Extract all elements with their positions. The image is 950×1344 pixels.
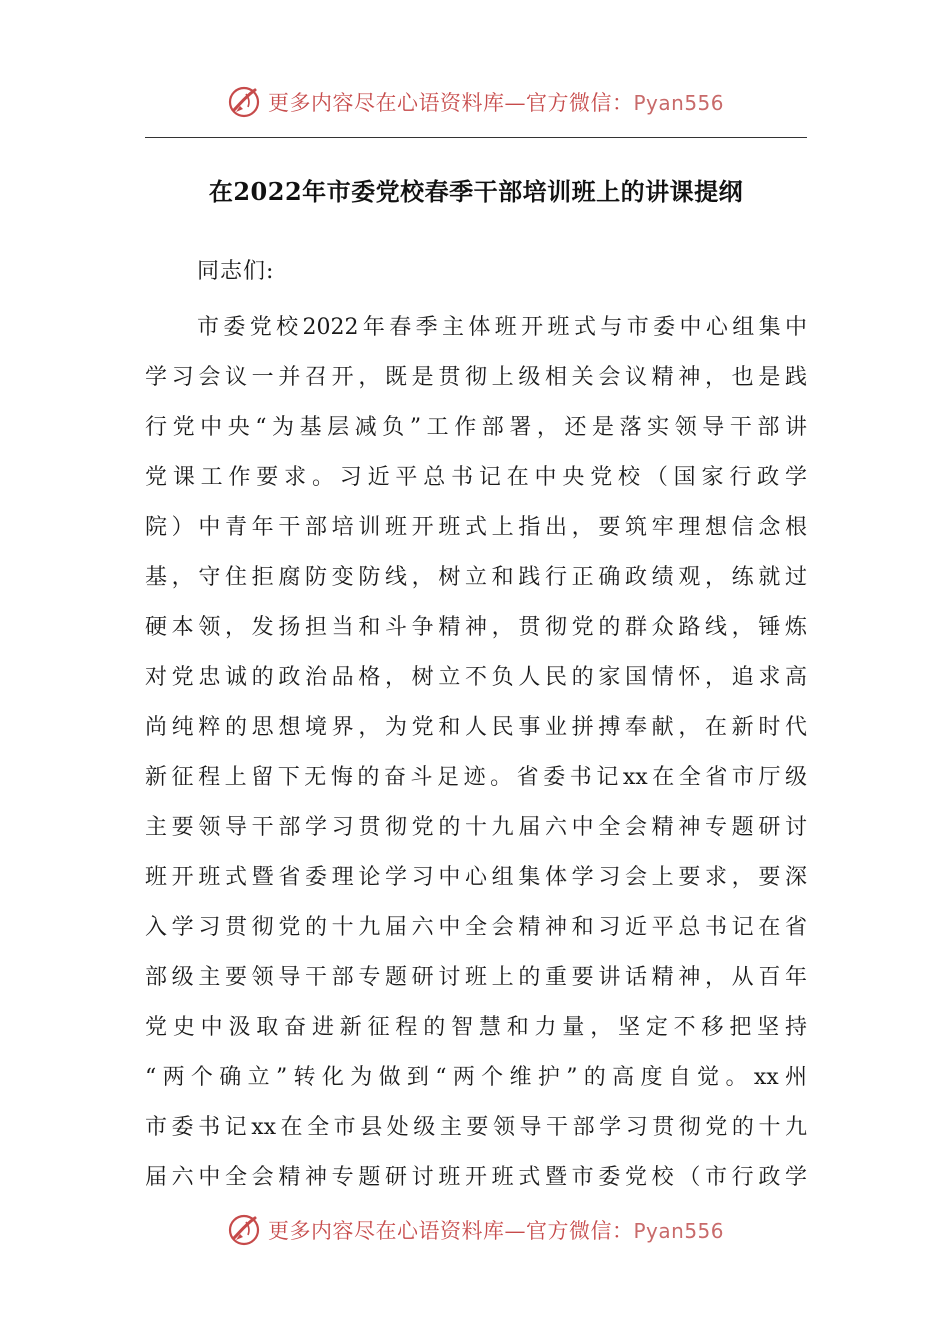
- text-line: 党史中汲取奋进新征程的智慧和力量，坚定不移把坚持: [145, 1015, 807, 1040]
- text-line: 入学习贯彻党的十九届六中全会精神和习近平总书记在省: [145, 915, 807, 940]
- watermark-id: Pyan556: [633, 91, 724, 115]
- text-line: 行党中央“为基层减负”工作部署，还是落实领导干部讲: [145, 415, 807, 440]
- text-line: 市委党校2022年春季主体班开班式与市委中心组集中: [197, 315, 807, 340]
- watermark-id: Pyan556: [633, 1219, 724, 1243]
- salutation: 同志们:: [197, 259, 275, 284]
- text-line: 届六中全会精神专题研讨班开班式暨市委党校（市行政学: [145, 1165, 807, 1190]
- pen-circle-logo-icon: [226, 84, 262, 120]
- watermark-text: 更多内容尽在心语资料库—官方微信：: [267, 1219, 634, 1243]
- text-line: 院）中青年干部培训班开班式上指出，要筑牢理想信念根: [145, 515, 807, 540]
- text-line: 尚纯粹的思想境界，为党和人民事业拼搏奉献，在新时代: [145, 715, 807, 740]
- watermark-header: [0, 80, 950, 124]
- text-line: 基，守住拒腐防变防线，树立和践行正确政绩观，练就过: [145, 565, 807, 590]
- text-line: 新征程上留下无悔的奋斗足迹。省委书记xx在全省市厅级: [145, 765, 807, 790]
- body-paragraph: [145, 303, 807, 1203]
- text-line: “两个确立”转化为做到“两个维护”的高度自觉。xx州: [145, 1065, 807, 1090]
- text-line: 班开班式暨省委理论学习中心组集体学习会上要求，要深: [145, 865, 807, 890]
- text-line: 部级主要领导干部专题研讨班上的重要讲话精神，从百年: [145, 965, 807, 990]
- header-divider: [145, 137, 807, 138]
- text-line: 党课工作要求。习近平总书记在中央党校（国家行政学: [145, 465, 807, 490]
- document-title: 在2022年市委党校春季干部培训班上的讲课提纲: [208, 177, 744, 206]
- text-line: 对党忠诚的政治品格，树立不负人民的家国情怀，追求高: [145, 665, 807, 690]
- watermark-text: 更多内容尽在心语资料库—官方微信：: [267, 91, 634, 115]
- pen-circle-logo-icon: [226, 1212, 262, 1248]
- text-line: 学习会议一并召开，既是贯彻上级相关会议精神，也是践: [145, 365, 807, 390]
- text-line: 市委书记xx在全市县处级主要领导干部学习贯彻党的十九: [145, 1115, 807, 1140]
- watermark-footer: [0, 1208, 950, 1252]
- text-line: 硬本领，发扬担当和斗争精神，贯彻党的群众路线，锤炼: [145, 615, 807, 640]
- text-line: 主要领导干部学习贯彻党的十九届六中全会精神专题研讨: [145, 815, 807, 840]
